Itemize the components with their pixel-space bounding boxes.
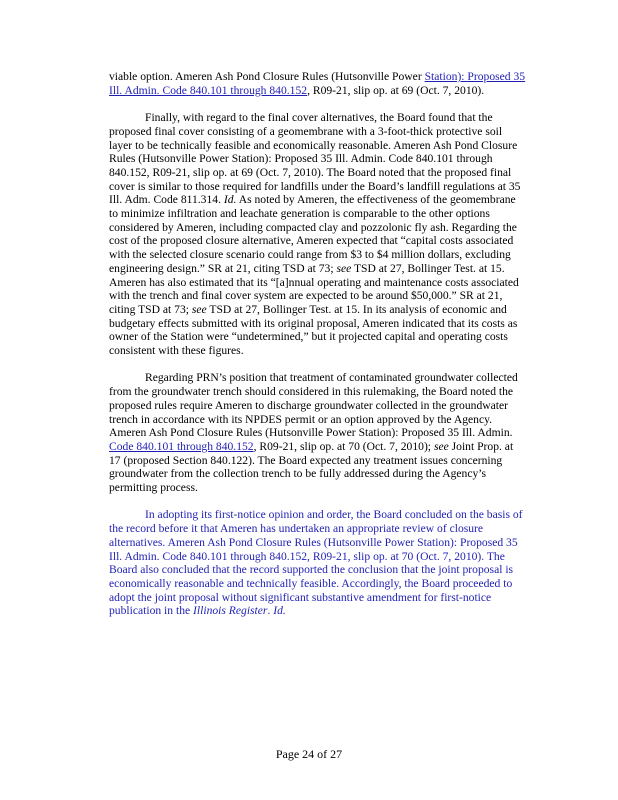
text-run: . [267, 604, 274, 618]
paragraph [109, 111, 527, 358]
text-run: TSD at 27, Bollinger Test. at 15. In its analysis of economic and budgetary effects submitted with its original proposal, Ameren indicated that its costs as owner of the Station were “undetermined,” but it projected capital and operating costs consistent with these figures. [109, 302, 518, 358]
text-run: Finally, with regard to the final cover alternatives, the Board found that the proposed final cover consisting of a geomembrane with a 3-foot-thick protective soil layer to be technically feasible and economically reasonable. Ameren Ash Pond Closure Rules (Hutsonville Power Station): Proposed 35 Ill. Admin. Code 840.101 through 840.152, R09-21, slip op. at 69 (Oct. 7, 2010). The Board noted that the proposed final cover is similar to those required for landfills under the Board’s landfill regulations at 35 Ill. Adm. Code 811.314. [109, 111, 521, 207]
text-run: Regarding PRN’s position that treatment of contaminated groundwater collected from the groundwater trench should considered in this rulemaking, the Board noted the proposed rules require Ameren to discharge groundwater collected in the groundwater trench in accordance with its NPDES permit or an option approved by the Agency. Ameren Ash Pond Closure Rules (Hutsonville Power Station): Proposed 35 Ill. Admin. [109, 371, 518, 440]
citation-link: Code 840.101 through 840.152 [109, 439, 254, 453]
paragraph [109, 508, 527, 618]
italic-text: see [433, 439, 449, 453]
text-run: , R09-21, slip op. at 70 (Oct. 7, 2010); [253, 439, 434, 453]
text-run: In adopting its first-notice opinion and order, the Board concluded on the basis of the record before it that Ameren has undertaken an appropriate review of closure alternatives. Ameren Ash Pond Closure Rules (Hutsonville Power Station): Proposed 35 Ill. Admin. Code 840.101 through 840.152, R09-21, slip op. at 70 (Oct. 7, 2010). The Board also concluded that the record supported the conclusion that the joint proposal is economically reasonable and technically feasible. Accordingly, the Board proceeded to adopt the joint proposal without significant substantive amendment for first-notice publication in the [109, 508, 523, 618]
paragraph [109, 70, 527, 97]
text-run: TSD at 27, Bollinger Test. at 15. Ameren has also estimated that its “[a]nnual operating and maintenance costs associated with the trench and final cover system are expected to be around $50,000.” SR at 21, citing TSD at 73; [109, 261, 519, 316]
text-run: As noted by Ameren, the effectiveness of the geomembrane to minimize infiltration and leachate generation is comparable to the other options considered by Ameren, including compacted clay and pozzolonic fly ash. Regarding the cost of the proposed closure alternative, Ameren expected that “capital costs associated with the selected closure scenario could range from $3 to $4 million dollars, excluding engineering design.” SR at 21, citing TSD at 73; [109, 193, 517, 275]
text-run: viable option. Ameren Ash Pond Closure Rules (Hutsonville Power [109, 70, 425, 83]
italic-text: Id. [223, 193, 237, 207]
text-run: , R09-21, slip op. at 69 (Oct. 7, 2010). [307, 83, 485, 97]
italic-text: Id. [273, 604, 286, 618]
italic-text: Illinois Register [193, 604, 268, 618]
italic-text: see [191, 302, 207, 316]
document-body [109, 70, 527, 632]
citation-link: Station): Proposed 35 Ill. Admin. Code 840.101 through 840.152 [109, 70, 526, 97]
page-number: Page 24 of 27 [275, 747, 343, 761]
italic-text: see [336, 261, 352, 275]
paragraph [109, 371, 527, 494]
text-run: Joint Prop. at 17 (proposed Section 840.122). The Board expected any treatment issues concerning groundwater from the collection trench to be fully addressed during the Agency’s permitting process. [109, 439, 514, 495]
